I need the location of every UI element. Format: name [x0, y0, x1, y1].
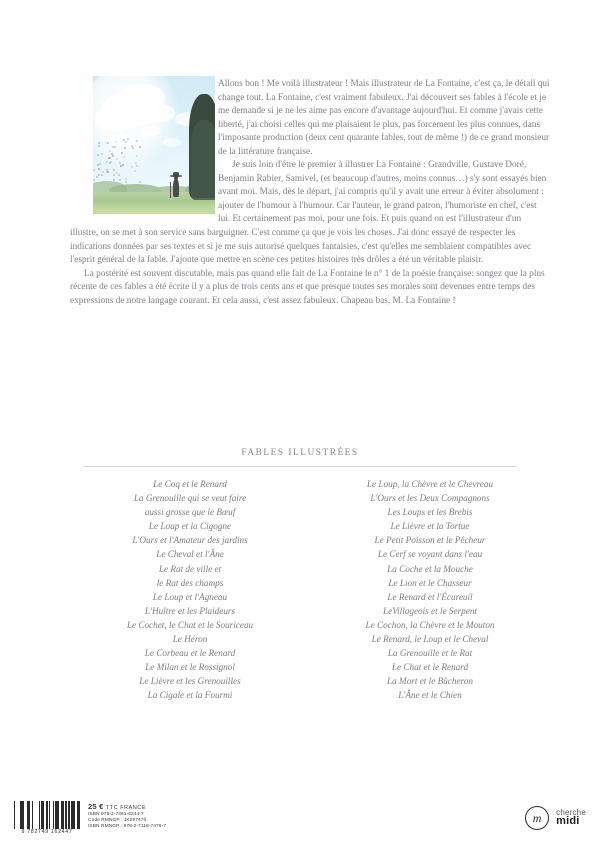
publisher-logo: [525, 806, 586, 830]
isbn-line-3: ISBN RMNGP : 978-2-7118-7476-7: [88, 824, 167, 830]
barcode-number: 9 782749 162447: [21, 829, 73, 835]
fable-title: Le Corbeau et le Renard: [144, 648, 236, 659]
price-line: [88, 802, 166, 811]
fables-section-heading: FABLES ILLUSTRÉES: [241, 448, 359, 458]
publisher-name-line1: cherche: [556, 808, 586, 817]
fable-title: LeVillageois et le Serpent: [383, 605, 477, 616]
publisher-name: [556, 809, 586, 827]
fable-title: Le Cochon, la Chèvre et le Mouton: [365, 619, 495, 630]
fable-title: L'Huître et les Plaideurs: [144, 605, 236, 616]
fable-title: Les Loups et les Brebis: [387, 507, 473, 518]
barcode-bar: [78, 801, 80, 829]
fable-title: le Rat des champs: [156, 577, 224, 588]
blurb-text: [70, 78, 550, 308]
fable-title: Le Lion et le Chasseur: [388, 577, 472, 588]
fable-title: La Grenouille qui se veut faire: [133, 493, 247, 504]
fable-title: Le Renard, le Loup et le Cheval: [371, 634, 489, 645]
fable-title: Le Renard et l'Écureuil: [387, 591, 473, 602]
fable-title: Le Loup, la Chèvre et le Chevreau: [366, 479, 494, 489]
fable-title: La Cigale et la Fourmi: [147, 690, 233, 701]
blurb-paragraph-2: Je suis loin d'être le premier à illustrer La Fontaine : Grandville, Gustave Doré, Benjamin Rabier, Samivel, (et beaucoup d'autres, moins connus…) s'y sont essayés bien avant moi. Mais, dès le départ, j'ai compris qu'il y avait une erreur à éviter absolument : ajouter de l'humour à l'humour. Car l'auteur, le grand patron, l'humoriste en chef, c'est lui. Et certainement pas moi, pour une fois. Et puis quand on est l'illustrateur d'un illustre, on se met à son service sans barguigner. C'est comme ça que je vois les choses. J'ai donc essayé de respecter les indications données par ses textes et si je me suis autorisé quelques fantaisies, c'est qu'elles me semblaient compatibles avec l'esprit général de la fable. J'ajoute que mettre en scène ces petites histoires très drôles a été un véritable plaisir.: [70, 160, 547, 266]
fable-title: L'Ours et les Deux Compagnons: [370, 493, 490, 504]
barcode: [14, 801, 80, 829]
fable-title: Le Cerf se voyant dans l'eau: [377, 549, 483, 560]
fable-title: aussi grosse que le Bœuf: [144, 507, 236, 518]
monogram-icon: m: [525, 806, 549, 830]
fable-title: Le Lièvre et la Tortue: [390, 521, 470, 532]
fable-title: La Mort et le Bûcheron: [387, 676, 473, 687]
fables-list: [70, 477, 550, 703]
fable-title: Le Loup et l'Agneau: [152, 591, 228, 602]
price-suffix: TTC FRANCE: [105, 805, 147, 811]
fables-column-right: [310, 477, 550, 703]
fable-title: Le Héron: [172, 634, 208, 645]
blurb-paragraph-3: La postérité est souvent discutable, mais pas quand elle fait de La Fontaine le n° 1 de la poésie française: songez que la plus récente de ces fables a été écrite il y a plus de trois cents ans et que presque toutes ses morales sont devenues entre temps des expressions de notre langage courant. Et cela aussi, c'est assez fabuleux. Chapeau bas, M. La Fontaine !: [70, 268, 545, 306]
fable-title: L'Âne et le Chien: [398, 690, 462, 701]
fable-title: Le Loup et la Cigogne: [148, 521, 232, 532]
section-divider: [83, 466, 517, 467]
fable-title: La Coche et la Mouche: [387, 563, 473, 574]
fable-title: La Grenouille et le Rat: [387, 648, 473, 659]
fable-title: Le Lièvre et les Grenouilles: [139, 676, 241, 687]
publisher-name-line2: midi: [556, 815, 580, 827]
fable-title: Le Milan et le Rossignol: [145, 662, 235, 673]
fable-title: Le Chat et le Renard: [391, 662, 469, 673]
isbn-line-2: Code RMNGP : JK29747б: [88, 818, 147, 824]
fable-title: Le Cheval et l'Âne: [156, 549, 224, 560]
blurb-paragraph-1: Allons bon ! Me voilà illustrateur ! Mais illustrateur de La Fontaine, c'est ça, le détail qui change tout. La Fontaine, c'est vraiment fabuleux. J'ai découvert ses fables à l'école et je me demande si je ne les aime pas encore d'avantage aujourd'hui. Et comme j'avais cette liberté, j'ai choisi celles qui me plaisaient le plus, pas forcement les plus connues, dans l'imposante production (deux cent quarante fables, tout de même !) de ce grand monsieur de la littérature française.: [218, 79, 550, 157]
price-isbn-block: [88, 802, 166, 831]
fable-title: Le Cochet, le Chat et le Souriceau: [126, 619, 254, 630]
fables-column-left: [70, 477, 310, 703]
fable-title: Le Coq et le Renard: [153, 479, 227, 489]
isbn-line-1: ISBN 978-2-7491-6244-7: [88, 812, 144, 817]
text-wrap-spacer: [70, 78, 218, 220]
price-value: 25 €: [88, 802, 104, 811]
fable-title: Le Petit Poisson et le Pêcheur: [374, 535, 486, 546]
fable-title: L'Ours et l'Amateur des jardins: [132, 535, 248, 546]
fable-title: Le Rat de ville et: [158, 563, 222, 574]
